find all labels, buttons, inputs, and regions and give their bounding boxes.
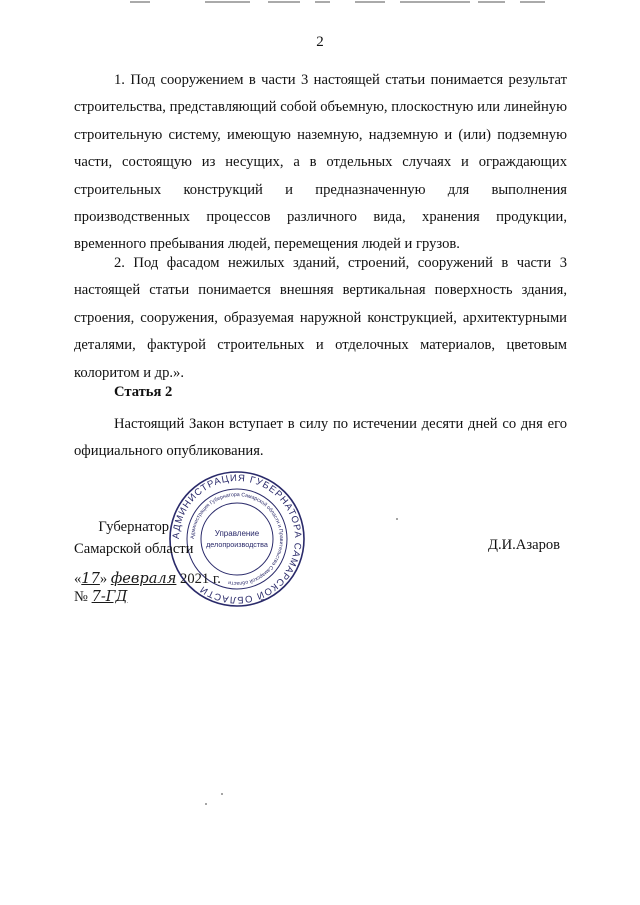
signatory-name: Д.И.Азаров — [488, 537, 561, 553]
seal-center-line1: Управление — [214, 529, 260, 538]
signatory-title-line1: Губернатор — [98, 519, 170, 535]
paragraph-definition-facade: 2. Под фасадом нежилых зданий, строений, сооружений в части 3 настоящей статьи понимается внешняя вертикальная поверхность здания, строения, сооружения, образуемая наружной конструкцией, архитектурными деталями, фактурой строительных и отделочных материалов, цветовым колоритом и др.». — [74, 255, 567, 381]
scan-speck — [396, 518, 398, 520]
date-month-handwritten: февраля — [110, 570, 177, 587]
date-open-quote: « — [74, 571, 82, 587]
seal-center-line2: делопроизводства — [206, 540, 268, 549]
law-number — [74, 588, 127, 606]
page-number: 2 — [316, 34, 324, 50]
article-heading: Статья 2 — [114, 384, 173, 400]
paragraph-entry-into-force: Настоящий Закон вступает в силу по истечении десяти дней со дня его официального опубликования. — [74, 416, 567, 460]
signing-date — [74, 570, 221, 588]
scan-speck — [205, 803, 207, 805]
date-year: 2021 г. — [176, 571, 221, 587]
seal-inner-text: Администрация Губернатора Самарской области и Правительства Самарской области — [189, 491, 285, 587]
seal-outer-text: АДМИНИСТРАЦИЯ ГУБЕРНАТОРА САМАРСКОЙ ОБЛАСТИ — [170, 472, 304, 606]
law-number-handwritten: 7-ГД — [91, 588, 128, 605]
law-number-prefix: № — [74, 589, 92, 605]
date-day-handwritten: 17 — [81, 570, 100, 587]
paragraph-definition-structure: 1. Под сооружением в части 3 настоящей статьи понимается результат строительства, представляющий собой объемную, плоскостную или линейную строительную систему, имеющую наземную, надземную и (или) подземную части, состоящую из несущих, а в отдельных случаях и ограждающих строительных конструкций и предназначенную для выполнения производственных процессов различного вида, хранения продукции, временного пребывания людей, перемещения людей и грузов. — [74, 72, 567, 253]
signatory-title — [74, 516, 194, 560]
scan-top-edge-marks — [0, 0, 640, 10]
date-close-quote: » — [99, 571, 111, 587]
scan-speck — [221, 793, 223, 795]
signatory-title-line2: Самарской области — [74, 541, 194, 557]
